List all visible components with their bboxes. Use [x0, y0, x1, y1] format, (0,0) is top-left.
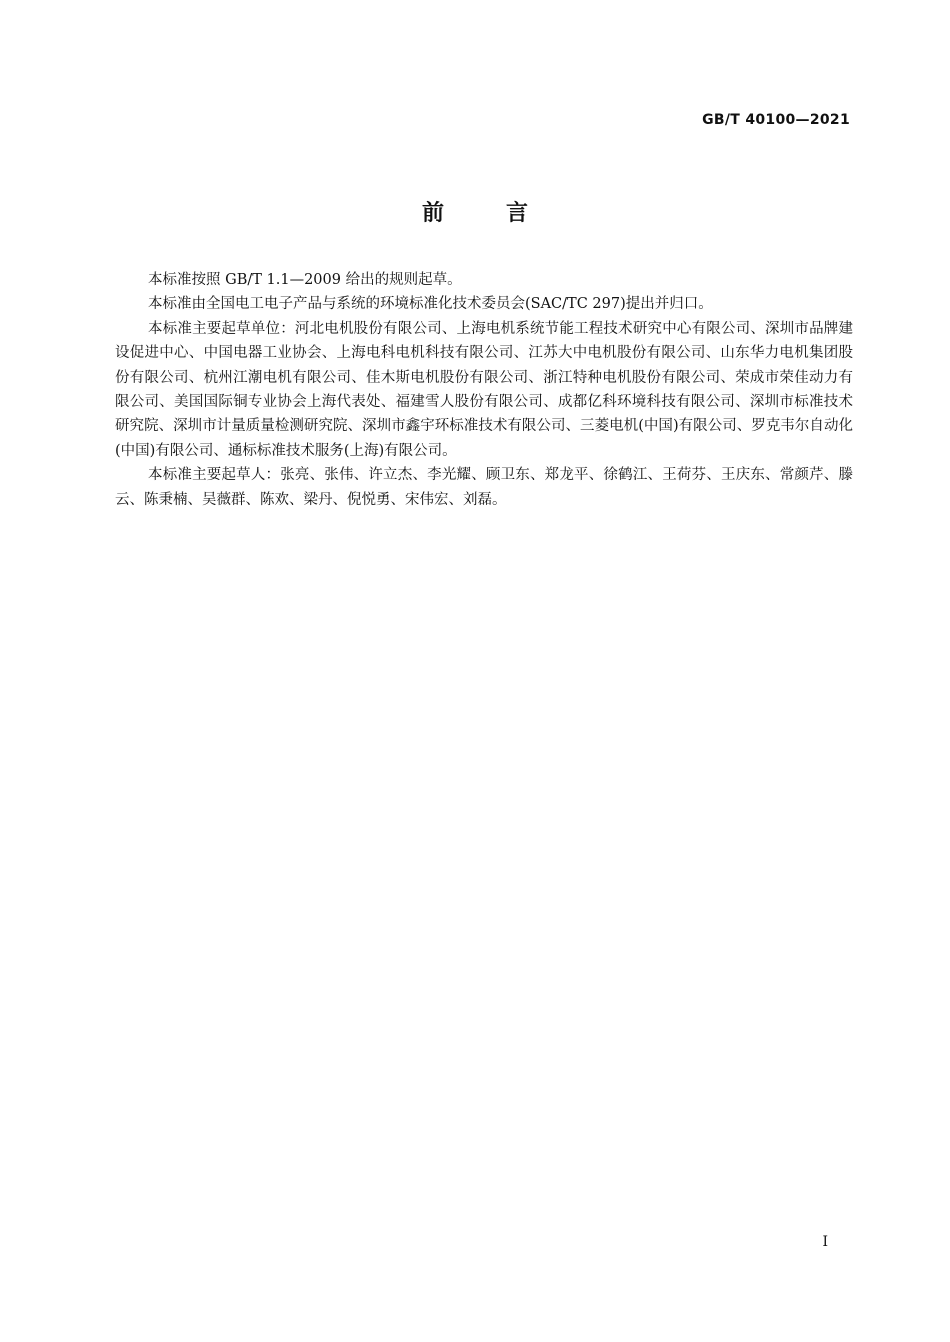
- page-number: I: [822, 1234, 828, 1250]
- paragraph-drafters: 本标准主要起草人：张亮、张伟、许立杰、李光耀、顾卫东、郑龙平、徐鹤江、王荷芬、王庆东、常颜芹、滕云、陈秉楠、吴薇群、陈欢、梁丹、倪悦勇、宋伟宏、刘磊。: [115, 467, 853, 508]
- paragraph-drafting-rules: 本标准按照 GB/T 1.1—2009 给出的规则起草。: [148, 272, 462, 288]
- paragraph-drafting-units: 本标准主要起草单位：河北电机股份有限公司、上海电机系统节能工程技术研究中心有限公司、深圳市品牌建设促进中心、中国电器工业协会、上海电科电机科技有限公司、江苏大中电机股份有限公司、山东华力电机集团股份有限公司、杭州江潮电机有限公司、佳木斯电机股份有限公司、浙江特种电机股份有限公司、荣成市荣佳动力有限公司、美国国际铜专业协会上海代表处、福建雪人股份有限公司、成都亿科环境科技有限公司、深圳市标准技术研究院、深圳市计量质量检测研究院、深圳市鑫宇环标准技术有限公司、三菱电机(中国)有限公司、罗克韦尔自动化(中国)有限公司、通标标准技术服务(上海)有限公司。: [115, 320, 853, 459]
- page-title: 前言: [421, 201, 590, 226]
- foreword-body: [115, 268, 853, 512]
- standard-code: GB/T 40100—2021: [702, 112, 850, 128]
- paragraph-proposer: 本标准由全国电工电子产品与系统的环境标准化技术委员会(SAC/TC 297)提出并归口。: [148, 296, 713, 313]
